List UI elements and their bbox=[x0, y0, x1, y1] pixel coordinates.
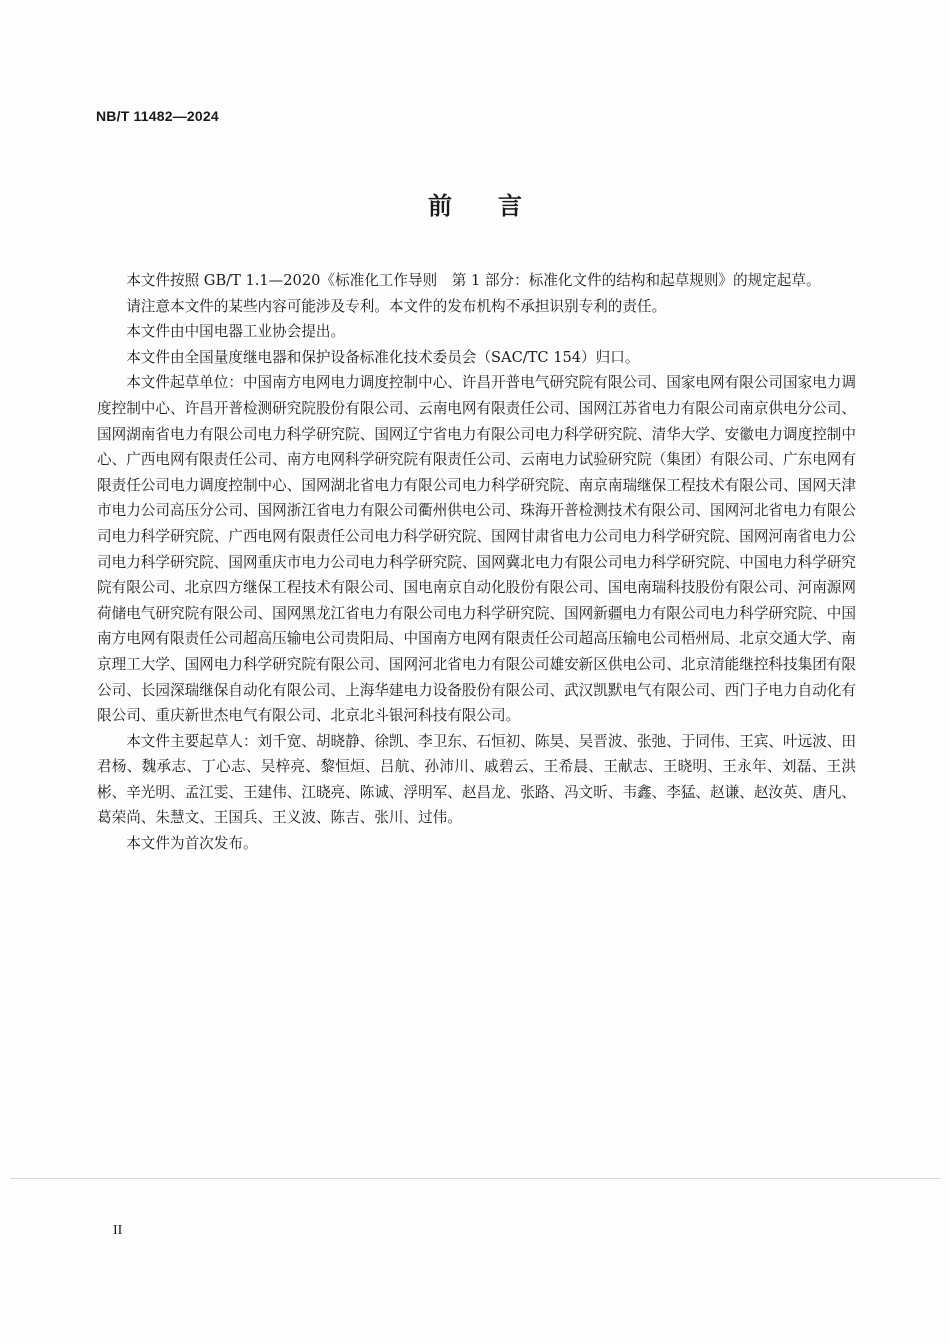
page-number: II bbox=[113, 1223, 123, 1238]
paragraph-first-release: 本文件为首次发布。 bbox=[126, 835, 258, 853]
foreword-body bbox=[97, 268, 856, 857]
footer-divider bbox=[10, 1178, 940, 1179]
paragraph-drafters: 本文件主要起草人：刘千宽、胡晓静、徐凯、李卫东、石恒初、陈昊、吴晋波、张弛、于同伟、王宾、叶远波、田君杨、魏承志、丁心志、吴梓亮、黎恒烜、吕航、孙沛川、戚碧云、王希晨、王献志、王晓明、王永年、刘磊、王洪彬、辛光明、孟江雯、王建伟、江晓亮、陈诚、浮明军、赵昌龙、张路、冯文昕、韦鑫、李猛、赵谦、赵汝英、唐凡、葛荣尚、朱慧文、王国兵、王义波、陈吉、张川、过伟。 bbox=[97, 732, 856, 827]
paragraph-committee: 本文件由全国量度继电器和保护设备标准化技术委员会（SAC/TC 154）归口。 bbox=[126, 348, 640, 366]
section-title: 前言 bbox=[428, 192, 568, 220]
standard-number: NB/T 11482—2024 bbox=[96, 108, 219, 124]
paragraph-proposer: 本文件由中国电器工业协会提出。 bbox=[126, 323, 346, 341]
paragraph-patent-notice: 请注意本文件的某些内容可能涉及专利。本文件的发布机构不承担识别专利的责任。 bbox=[126, 297, 667, 315]
paragraph-drafting-units: 本文件起草单位：中国南方电网电力调度控制中心、许昌开普电气研究院有限公司、国家电网有限公司国家电力调度控制中心、许昌开普检测研究院股份有限公司、云南电网有限责任公司、国网江苏省电力有限公司南京供电分公司、国网湖南省电力有限公司电力科学研究院、国网辽宁省电力有限公司电力科学研究院、清华大学、安徽电力调度控制中心、广西电网有限责任公司、南方电网科学研究院有限责任公司、云南电力试验研究院（集团）有限公司、广东电网有限责任公司电力调度控制中心、国网湖北省电力有限公司电力科学研究院、南京南瑞继保工程技术有限公司、国网天津市电力公司高压分公司、国网浙江省电力有限公司衢州供电公司、珠海开普检测技术有限公司、国网河北省电力有限公司电力科学研究院、广西电网有限责任公司电力科学研究院、国网甘肃省电力公司电力科学研究院、国网河南省电力公司电力科学研究院、国网重庆市电力公司电力科学研究院、国网冀北电力有限公司电力科学研究院、中国电力科学研究院有限公司、北京四方继保工程技术有限公司、国电南京自动化股份有限公司、国电南瑞科技股份有限公司、河南源网荷储电气研究院有限公司、国网黑龙江省电力有限公司电力科学研究院、国网新疆电力有限公司电力科学研究院、中国南方电网有限责任公司超高压输电公司贵阳局、中国南方电网有限责任公司超高压输电公司梧州局、北京交通大学、南京理工大学、国网电力科学研究院有限公司、国网河北省电力有限公司雄安新区供电公司、北京清能继控科技集团有限公司、长园深瑞继保自动化有限公司、上海华建电力设备股份有限公司、武汉凯默电气有限公司、西门子电力自动化有限公司、重庆新世杰电气有限公司、北京北斗银河科技有限公司。 bbox=[97, 374, 856, 725]
paragraph-drafting-rules: 本文件按照 GB/T 1.1—2020《标准化工作导则 第 1 部分：标准化文件的结构和起草规则》的规定起草。 bbox=[126, 272, 821, 289]
